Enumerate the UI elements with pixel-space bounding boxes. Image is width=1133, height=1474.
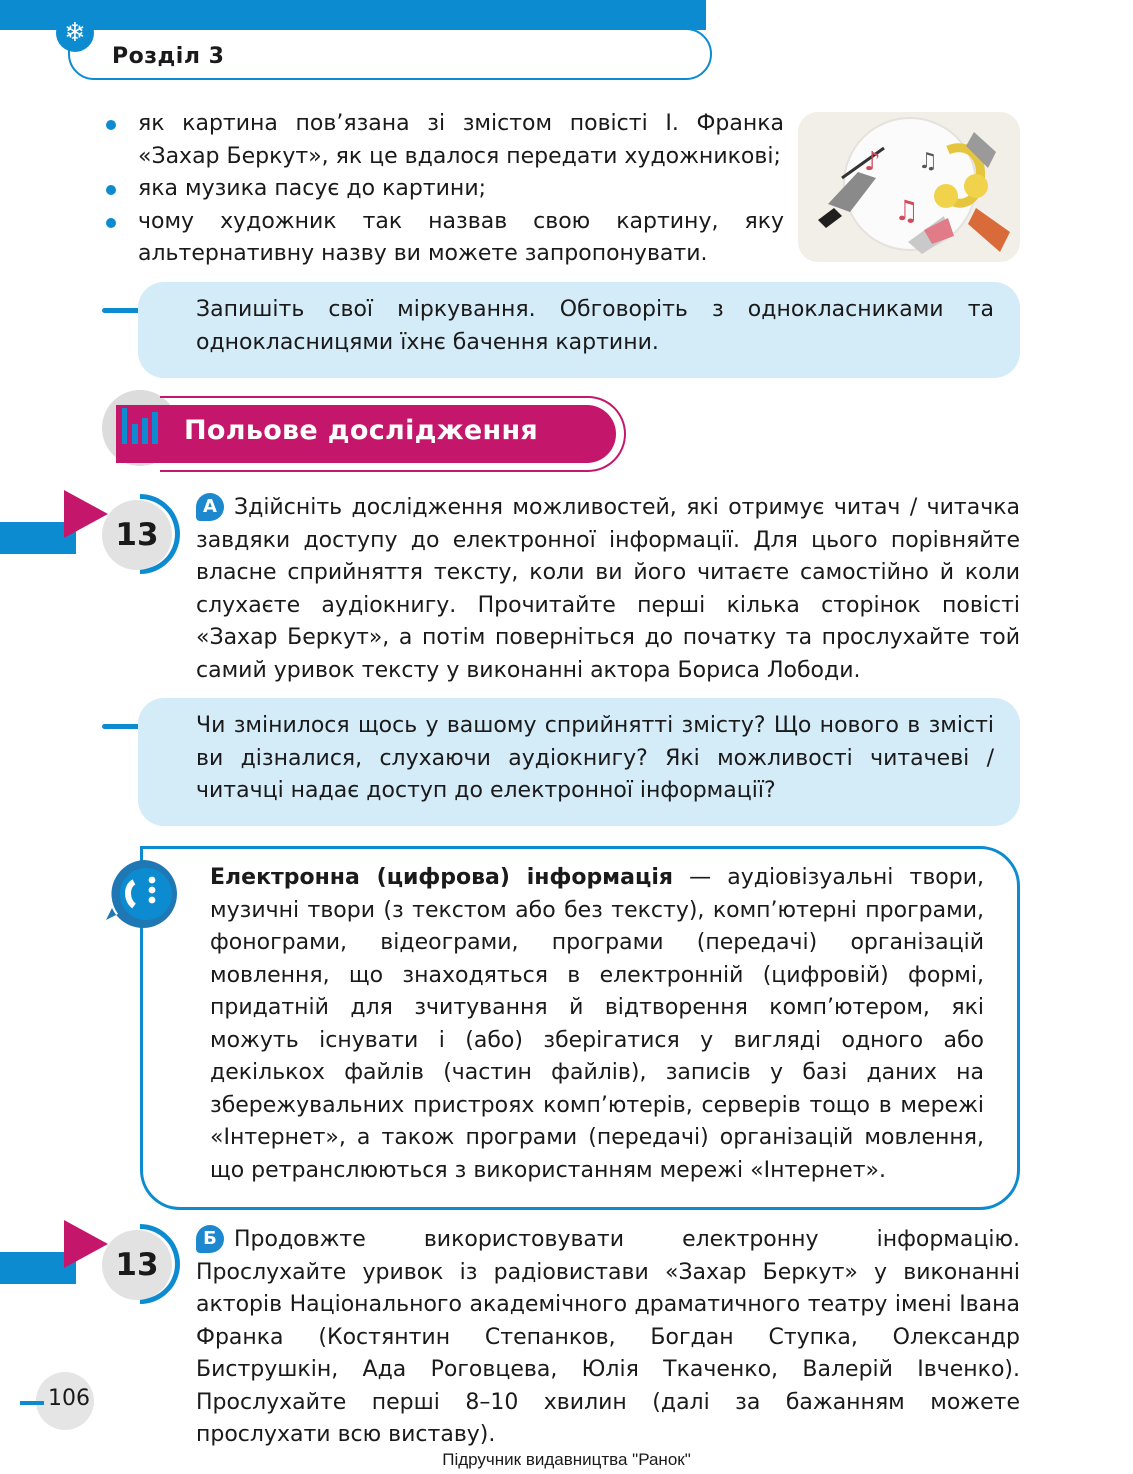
- page-number: 106: [48, 1386, 90, 1411]
- task-b-paragraph: [196, 1224, 1020, 1452]
- task-badge: А: [196, 493, 224, 521]
- page-number-dash: [20, 1401, 44, 1405]
- definition-term: Електронна (цифрова) інформація: [210, 865, 673, 890]
- task-number: 13: [102, 1230, 172, 1300]
- bar-chart-icon: [120, 404, 164, 446]
- snowflake-icon: ❄: [56, 14, 94, 52]
- music-collage-illustration: [798, 112, 1020, 262]
- task-number: 13: [102, 500, 172, 570]
- section-heading: Польове дослідження: [184, 415, 539, 446]
- svg-text:♫: ♫: [918, 149, 938, 174]
- svg-text:♫: ♫: [894, 194, 920, 227]
- svg-text:♪: ♪: [864, 147, 881, 177]
- definition-text: [210, 862, 984, 1187]
- instruction-note: [138, 282, 1020, 378]
- task-badge: Б: [196, 1225, 224, 1253]
- note-text: Запишіть свої міркування. Обговоріть з однокласниками та однокласницями їхнє бачення картини.: [196, 297, 994, 355]
- definition-body: — аудіовізуальні твори, музичні твори (з текстом або без тексту), комп’ютерні програми, фонограми, відеограми, програми (передачі) організацій мовлення, що знаходяться в електронній (цифровій) формі, придатній для зчитування й відтворення комп’ютером, які можуть існувати і (або) зберігатися у вигляді одного або декількох файлів (частин файлів), записів у базі даних на збережувальних пристроях комп’ютерів, серверів тощо в мережі «Інтернет», а також програми (передачі) організацій мовлення, що ретранслюються з використанням мережі «Інтернет».: [210, 865, 985, 1183]
- publisher-footer: Підручник видавництва "Ранок": [442, 1450, 691, 1469]
- note-text: Чи змінилося щось у вашому сприйнятті змісту? Що нового в змісті ви дізналися, слухаючи аудіокнигу? Які можливості читачеві / читачці надає доступ до електронної інформації?: [196, 713, 994, 803]
- question-info-icon: [104, 856, 180, 932]
- discussion-note: [138, 698, 1020, 826]
- task-b-text: Продовжте використовувати електронну інформацію. Прослухайте уривок із радіовистави «Захар Беркут» у виконанні акторів Національного академічного драматичного театру імені Івана Франка (Костянтин Степанков, Богдан Ступка, Олександр Биструшкін, Ада Роговцева, Юлія Ткаченко, Валерій Івченко). Прослухайте перші 8–10 хвилин (далі за бажанням можете прослухати всю виставу).: [196, 1227, 1020, 1447]
- list-item: чому художник так назвав свою картину, яку альтернативну назву ви можете запропонувати.: [104, 206, 784, 271]
- task-a-text: Здійсніть дослідження можливостей, які отримує читач / читачка завдяки доступу до електронної інформації. Для цього порівняйте власне сприйняття тексту, коли ви його читаєте самостійно й коли слухаєте аудіокнигу. Прочитайте перші кілька сторінок повісті «Захар Беркут», а потім поверніться до початку та прослухайте той самий уривок тексту у виконанні актора Бориса Лободи.: [196, 495, 1020, 683]
- header-band: [0, 0, 706, 30]
- list-item: яка музика пасує до картини;: [104, 173, 784, 206]
- task-a-paragraph: [196, 492, 1020, 687]
- section-title: Розділ 3: [112, 44, 225, 69]
- question-list: [104, 108, 784, 271]
- list-item: як картина пов’язана зі змістом повісті І. Франка «Захар Беркут», як це вдалося передати художникові;: [104, 108, 784, 173]
